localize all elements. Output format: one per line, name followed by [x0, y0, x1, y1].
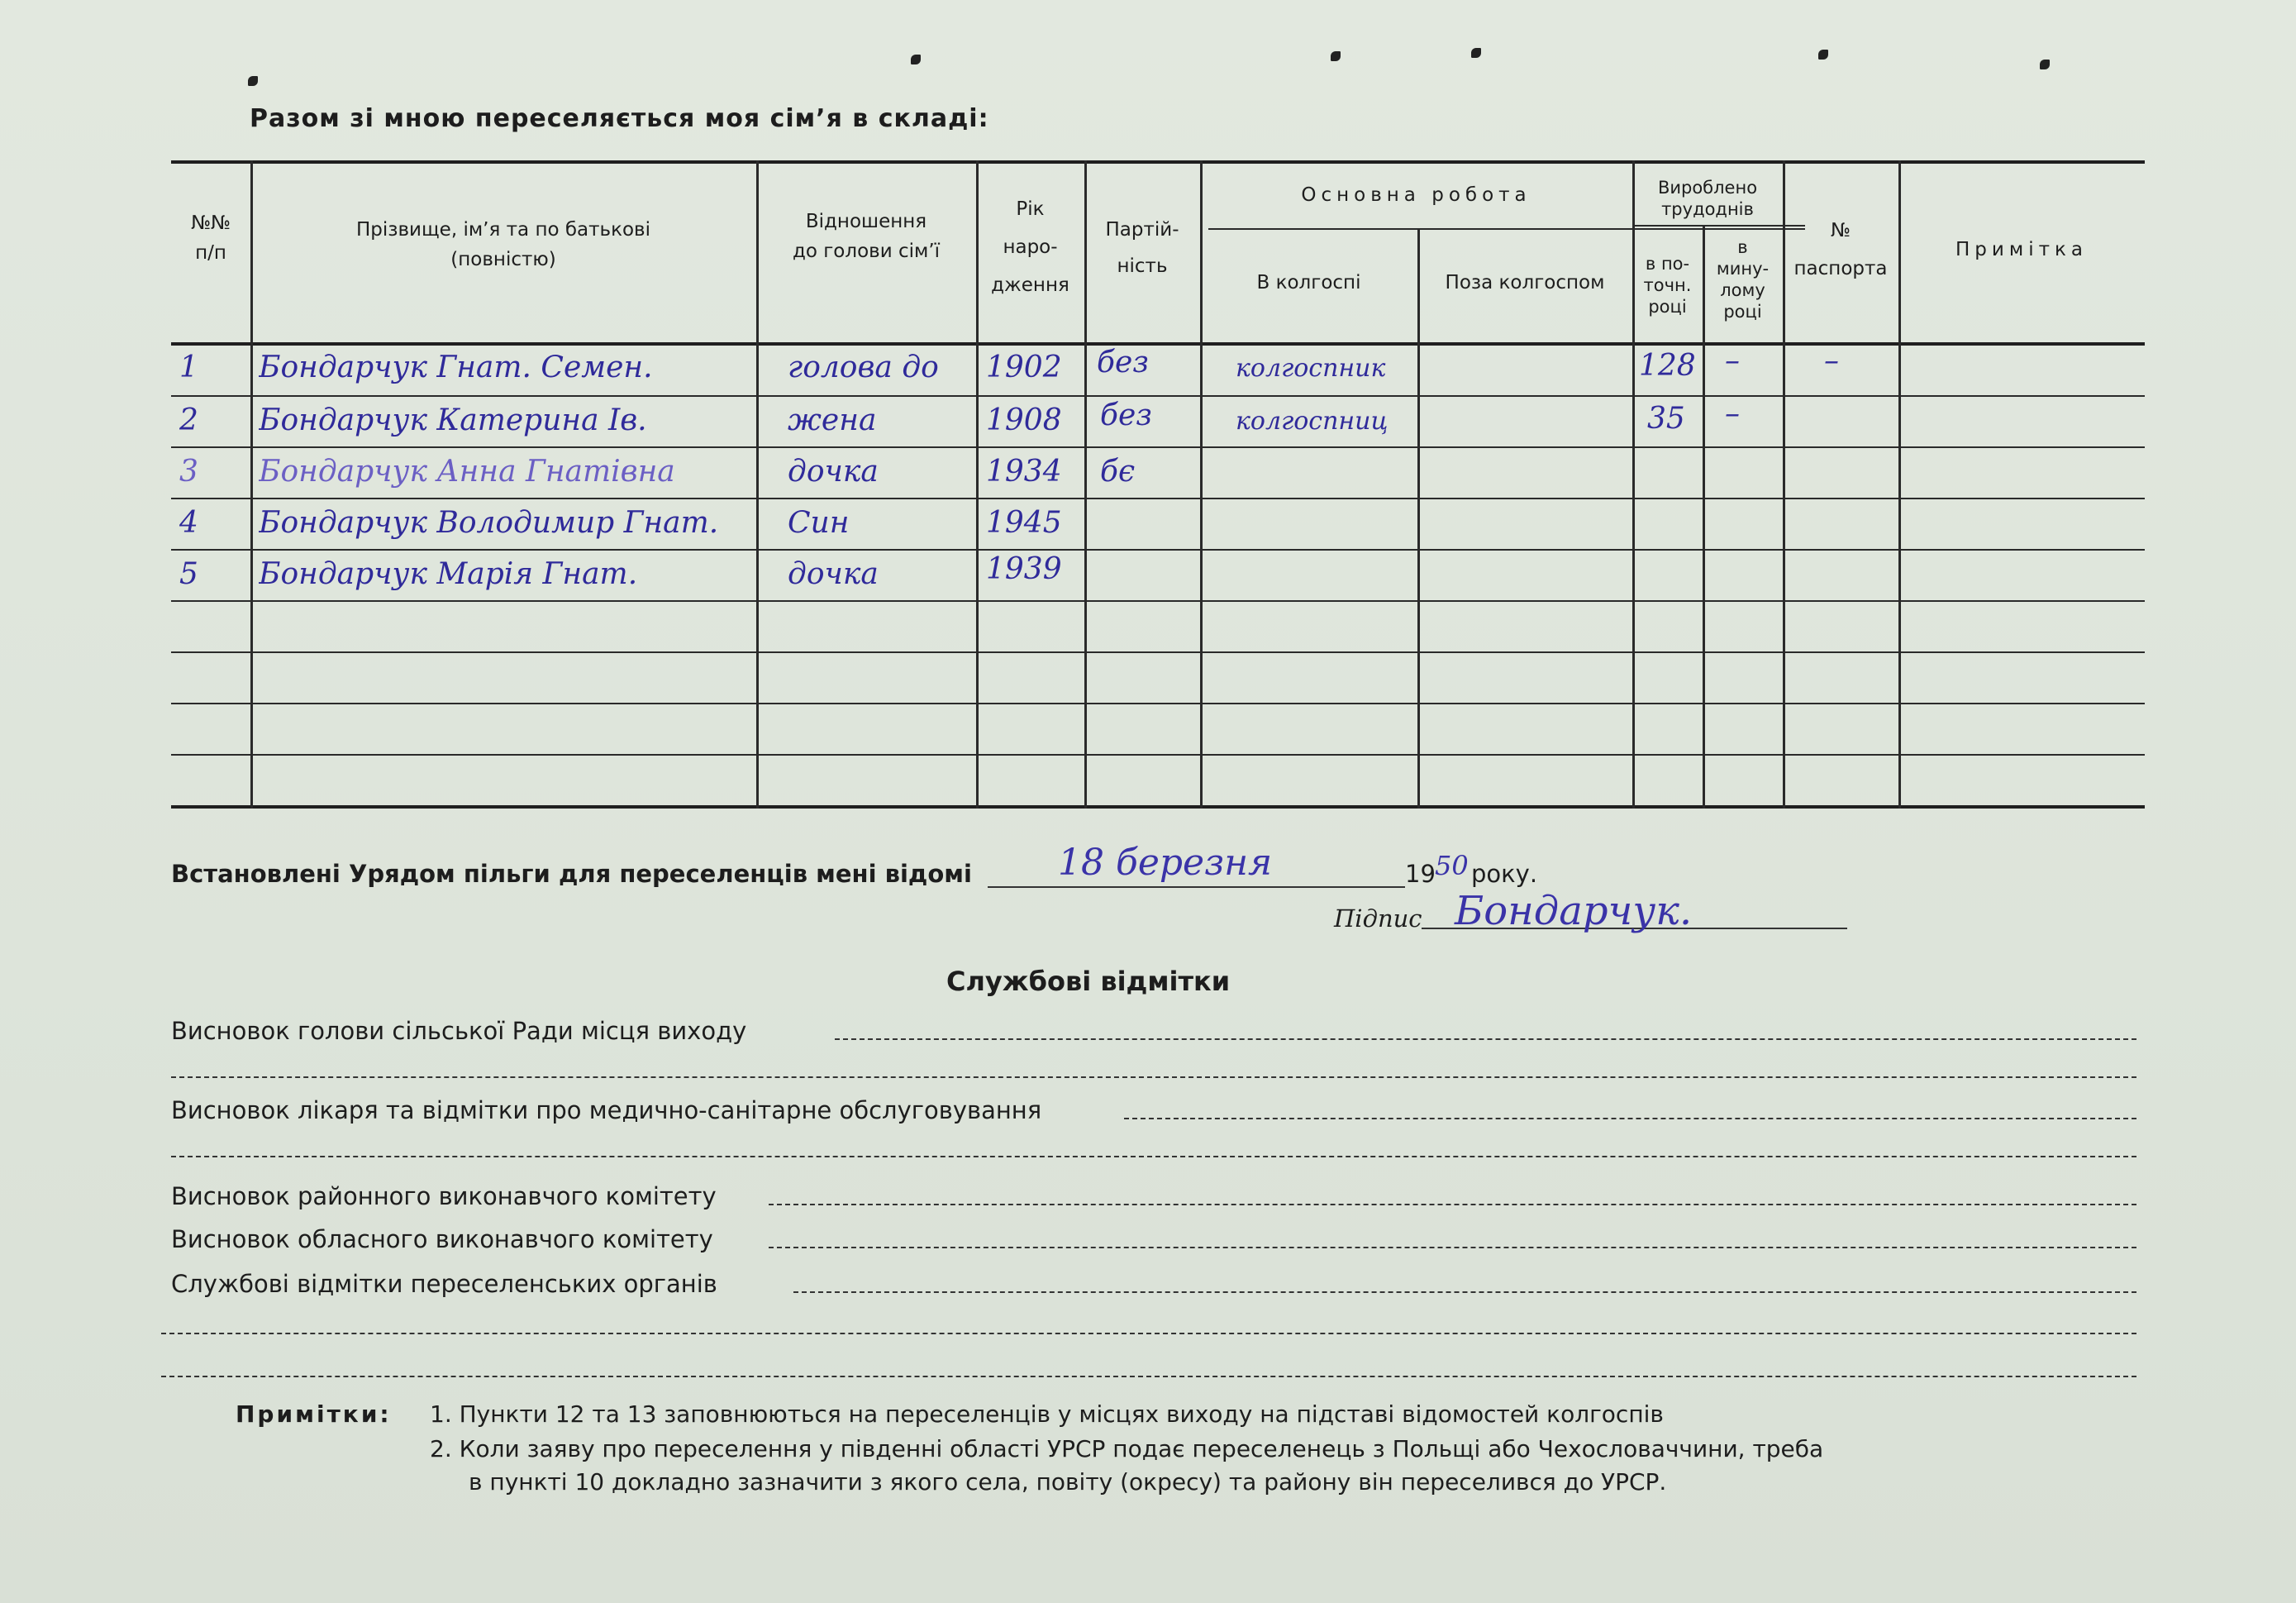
row-2-party: без — [1100, 398, 1152, 432]
notes-label: Примітки: — [236, 1400, 392, 1428]
punch-mark — [1471, 48, 1481, 58]
col-header-workdays-last: в мину- лому році — [1716, 237, 1770, 322]
service-title: Службові відмітки — [946, 966, 1231, 997]
row-1-year: 1902 — [986, 351, 1062, 384]
col-header-birth-year: Рік наро- дження — [991, 198, 1069, 296]
punch-mark — [1818, 50, 1828, 60]
col-header-num: №№ п/п — [191, 212, 231, 264]
service-line-district: Висновок районного виконавчого комітету — [171, 1182, 717, 1210]
signature-label: Підпис — [1334, 904, 1422, 933]
row-4-name: Бондарчук Володимир Гнат. — [259, 506, 719, 540]
col-header-passport: № паспорта — [1793, 220, 1888, 279]
row-2-wd-last: – — [1725, 397, 1740, 431]
col-header-relation: Відношення до голови сім’ї — [792, 211, 941, 262]
row-1-num: 1 — [179, 351, 198, 384]
row-3-num: 3 — [179, 455, 198, 489]
benefits-year-suffix: року. — [1471, 860, 1538, 888]
punch-mark — [2040, 60, 2050, 69]
signature: Бондарчук. — [1455, 888, 1693, 934]
punch-mark — [1331, 51, 1341, 61]
note-2: 2. Коли заяву про переселення у південні області УРСР подає переселенець з Польщі або Чехословаччини, треба — [430, 1435, 1824, 1462]
row-4-relation: Син — [788, 506, 850, 540]
col-header-name: Прізвище, ім’я та по батькові (повністю) — [355, 219, 651, 270]
col-header-workdays-current: в по- точн. році — [1643, 254, 1692, 317]
row-3-name: Бондарчук Анна Гнатівна — [259, 455, 675, 489]
benefits-year: 50 — [1435, 850, 1469, 881]
row-2-year: 1908 — [986, 403, 1062, 437]
service-line-doctor: Висновок лікаря та відмітки про медично-санітарне обслуговування — [171, 1096, 1042, 1124]
row-1-wd-last: – — [1725, 344, 1740, 378]
col-header-party: Партій- ність — [1105, 219, 1179, 277]
row-2-name: Бондарчук Катерина Ів. — [259, 403, 647, 437]
row-5-num: 5 — [179, 557, 198, 591]
service-line-village: Висновок голови сільської Ради місця виходу — [171, 1017, 747, 1045]
row-1-kolkhoz: колгоспник — [1236, 354, 1386, 383]
row-4-num: 4 — [179, 506, 198, 540]
note-2-cont: в пункті 10 докладно зазначити з якого села, повіту (окресу) та району він переселився до УРСР. — [469, 1468, 1667, 1496]
row-4-year: 1945 — [986, 506, 1062, 540]
row-1-wd-current: 128 — [1639, 349, 1696, 383]
service-line-resettlement: Службові відмітки переселенських органів — [171, 1270, 717, 1298]
punch-mark — [248, 76, 258, 86]
row-2-wd-current: 35 — [1647, 402, 1685, 436]
family-heading: Разом зі мною переселяється моя сім’я в складі: — [250, 104, 989, 133]
service-line-region: Висновок обласного виконавчого комітету — [171, 1225, 713, 1253]
row-3-year: 1934 — [986, 455, 1062, 489]
row-3-relation: дочка — [788, 455, 879, 489]
benefits-label: Встановлені Урядом пільги для переселенців мені відомі — [171, 860, 972, 888]
row-2-num: 2 — [179, 403, 198, 437]
note-1: 1. Пункти 12 та 13 заповнюються на переселенців у місцях виходу на підставі відомостей колгоспів — [430, 1400, 1664, 1428]
benefits-date: 18 березня — [1058, 842, 1273, 884]
row-1-passport: – — [1824, 344, 1839, 378]
row-5-name: Бондарчук Марія Гнат. — [259, 557, 638, 591]
benefits-year-prefix: 19 — [1405, 860, 1436, 888]
col-header-outside-kolkhoz: Поза колгоспом — [1445, 272, 1605, 293]
punch-mark — [911, 55, 921, 64]
row-1-party: без — [1097, 346, 1149, 379]
family-table — [171, 160, 2145, 812]
col-header-in-kolkhoz: В колгоспі — [1256, 272, 1361, 293]
row-1-name: Бондарчук Гнат. Семен. — [259, 351, 653, 384]
col-header-workdays: Вироблено трудоднів — [1657, 178, 1758, 219]
row-5-relation: дочка — [788, 557, 879, 591]
row-5-year: 1939 — [986, 552, 1062, 586]
col-header-main-work: Основна робота — [1301, 184, 1531, 206]
row-2-relation: жена — [788, 403, 877, 437]
col-header-note: Примітка — [1955, 239, 2088, 260]
row-2-kolkhoz: колгоспниц — [1236, 407, 1389, 436]
row-1-relation: голова до — [788, 351, 939, 384]
row-3-party: бє — [1100, 455, 1136, 489]
